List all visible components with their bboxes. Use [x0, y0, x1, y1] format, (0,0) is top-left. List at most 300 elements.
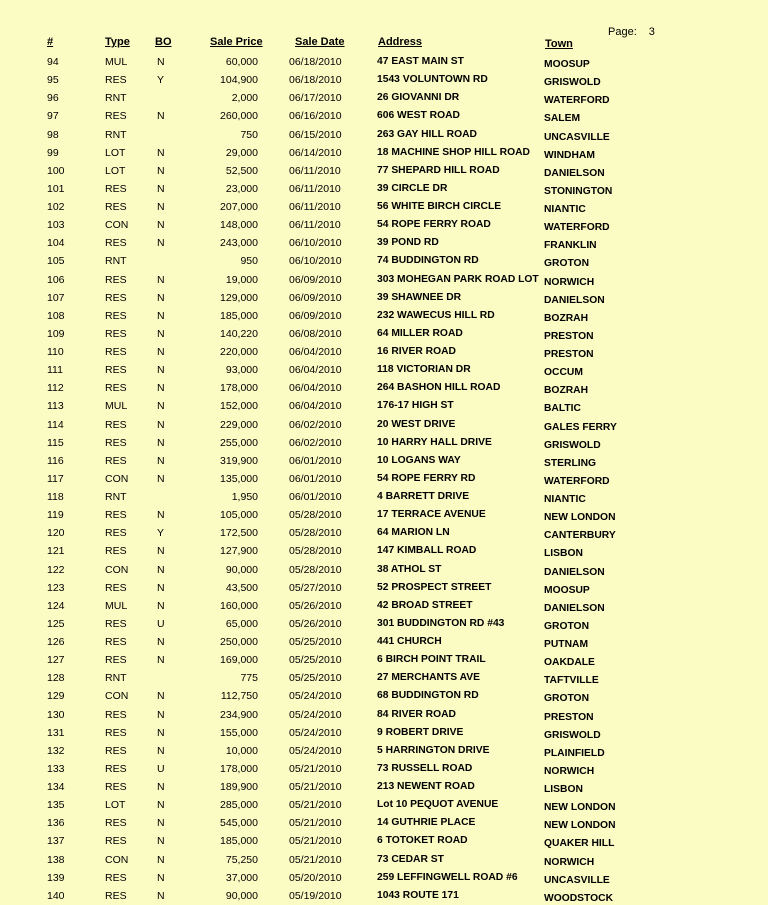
- cell-address: 77 SHEPARD HILL ROAD: [377, 164, 500, 176]
- cell-num: 118: [47, 491, 64, 503]
- cell-sale-price: 178,000: [220, 382, 258, 395]
- cell-bo: N: [157, 237, 165, 250]
- cell-town: PLAINFIELD: [544, 747, 605, 759]
- header-sale-date: Sale Date: [295, 36, 345, 48]
- cell-sale-date: 05/26/2010: [289, 617, 342, 630]
- cell-address: 213 NEWENT ROAD: [377, 781, 475, 792]
- cell-address: 441 CHURCH: [377, 636, 442, 647]
- cell-bo: N: [157, 164, 165, 177]
- cell-sale-date: 05/19/2010: [289, 889, 342, 902]
- table-row: [0, 651, 768, 669]
- cell-sale-date: 06/04/2010: [289, 400, 342, 413]
- table-row: [0, 89, 768, 107]
- cell-num: 100: [47, 164, 65, 177]
- cell-address: 10 LOGANS WAY: [377, 454, 461, 466]
- cell-type: RES: [105, 654, 127, 667]
- table-row: [0, 851, 768, 869]
- cell-sale-date: 05/28/2010: [289, 527, 342, 540]
- header-town: Town: [545, 38, 573, 50]
- cell-address: 16 RIVER ROAD: [377, 346, 456, 357]
- cell-num: 112: [47, 382, 64, 395]
- cell-num: 123: [47, 581, 65, 594]
- table-row: [0, 542, 768, 560]
- cell-bo: N: [157, 599, 165, 612]
- cell-num: 135: [47, 799, 65, 812]
- cell-sale-date: 05/24/2010: [289, 726, 342, 739]
- cell-num: 122: [47, 563, 65, 576]
- cell-type: CON: [105, 853, 129, 866]
- cell-sale-price: 37,000: [225, 871, 258, 884]
- cell-sale-date: 06/15/2010: [289, 128, 342, 141]
- cell-address: 17 TERRACE AVENUE: [377, 509, 486, 521]
- cell-sale-price: 90,000: [225, 563, 258, 576]
- cell-bo: N: [157, 56, 165, 68]
- cell-sale-date: 06/04/2010: [289, 346, 342, 358]
- cell-sale-date: 06/08/2010: [289, 327, 342, 340]
- header-sale-price: Sale Price: [210, 36, 263, 48]
- cell-bo: N: [157, 309, 165, 322]
- cell-type: RNT: [105, 491, 127, 503]
- cell-town: GROTON: [544, 258, 590, 270]
- cell-address: 606 WEST ROAD: [377, 110, 460, 122]
- cell-sale-price: 2,000: [231, 92, 258, 105]
- cell-bo: N: [157, 146, 165, 159]
- cell-bo: U: [157, 762, 165, 775]
- cell-town: BOZRAH: [544, 385, 589, 397]
- cell-type: RES: [105, 581, 127, 594]
- cell-town: UNCASVILLE: [544, 131, 610, 143]
- cell-type: CON: [105, 219, 129, 232]
- cell-town: WATERFORD: [544, 95, 610, 107]
- cell-num: 121: [47, 545, 65, 558]
- cell-sale-date: 05/28/2010: [289, 509, 342, 522]
- cell-bo: N: [157, 201, 165, 213]
- table-row: [0, 524, 768, 542]
- table-row: [0, 126, 768, 144]
- cell-type: LOT: [105, 146, 126, 159]
- cell-type: RNT: [105, 92, 127, 105]
- cell-num: 131: [47, 726, 65, 739]
- cell-address: 176-17 HIGH ST: [377, 400, 454, 412]
- table-row: [0, 633, 768, 651]
- cell-sale-date: 06/14/2010: [289, 146, 342, 159]
- cell-sale-price: 43,500: [225, 581, 258, 594]
- header-type: Type: [105, 36, 130, 48]
- cell-sale-date: 05/21/2010: [289, 817, 342, 830]
- table-row: [0, 144, 768, 162]
- cell-sale-date: 05/21/2010: [289, 781, 342, 793]
- table-row: [0, 832, 768, 850]
- cell-sale-price: 135,000: [220, 472, 258, 485]
- cell-address: 232 WAWECUS HILL RD: [377, 309, 495, 321]
- cell-address: 301 BUDDINGTON RD #43: [377, 617, 505, 629]
- cell-sale-price: 319,900: [220, 454, 258, 467]
- cell-sale-price: 243,000: [220, 237, 258, 250]
- cell-type: RES: [105, 291, 127, 304]
- cell-address: 14 GUTHRIE PLACE: [377, 817, 476, 829]
- cell-address: 38 ATHOL ST: [377, 563, 442, 575]
- cell-sale-date: 05/25/2010: [289, 654, 342, 667]
- cell-bo: N: [157, 454, 165, 467]
- cell-town: NIANTIC: [544, 204, 586, 215]
- cell-num: 98: [47, 128, 59, 141]
- cell-bo: N: [157, 871, 165, 884]
- cell-town: UNCASVILLE: [544, 874, 610, 886]
- table-row: [0, 706, 768, 724]
- cell-bo: N: [157, 219, 165, 232]
- cell-town: PRESTON: [544, 711, 594, 723]
- cell-sale-date: 05/26/2010: [289, 599, 342, 612]
- cell-type: RES: [105, 237, 127, 250]
- table-row: [0, 488, 768, 506]
- cell-sale-date: 06/11/2010: [289, 182, 341, 195]
- cell-town: DANIELSON: [544, 566, 605, 578]
- cell-type: RES: [105, 545, 127, 558]
- cell-num: 140: [47, 889, 65, 902]
- cell-bo: N: [157, 835, 165, 848]
- cell-sale-price: 260,000: [220, 110, 258, 123]
- cell-sale-date: 06/09/2010: [289, 291, 342, 304]
- table-row: [0, 669, 768, 687]
- cell-bo: N: [157, 563, 165, 576]
- cell-num: 108: [47, 309, 65, 322]
- table-row: [0, 71, 768, 89]
- cell-sale-price: 775: [240, 672, 258, 685]
- cell-type: CON: [105, 563, 129, 576]
- cell-town: WATERFORD: [544, 222, 610, 234]
- cell-type: RES: [105, 527, 127, 540]
- cell-type: RES: [105, 871, 127, 884]
- cell-type: RES: [105, 201, 127, 213]
- table-row: [0, 234, 768, 252]
- cell-num: 107: [47, 291, 65, 304]
- cell-bo: N: [157, 708, 165, 721]
- cell-bo: N: [157, 726, 165, 739]
- cell-sale-date: 06/01/2010: [289, 472, 342, 485]
- cell-num: 95: [47, 74, 59, 87]
- cell-town: NEW LONDON: [544, 820, 616, 832]
- header-bo: BO: [155, 36, 172, 48]
- cell-sale-price: 189,900: [220, 781, 258, 793]
- cell-bo: N: [157, 291, 165, 304]
- cell-type: LOT: [105, 164, 126, 177]
- cell-town: GRISWOLD: [544, 77, 601, 89]
- cell-num: 124: [47, 599, 65, 612]
- table-row: [0, 796, 768, 814]
- cell-town: STERLING: [544, 457, 597, 469]
- cell-sale-price: 207,000: [220, 201, 258, 213]
- cell-town: NIANTIC: [544, 494, 586, 505]
- cell-address: 73 RUSSELL ROAD: [377, 762, 473, 774]
- cell-town: PUTNAM: [544, 639, 589, 650]
- table-row: [0, 271, 768, 289]
- cell-num: 115: [47, 436, 64, 449]
- cell-sale-date: 06/09/2010: [289, 309, 342, 322]
- cell-num: 139: [47, 871, 65, 884]
- cell-bo: N: [157, 545, 165, 558]
- cell-sale-price: 75,250: [225, 853, 258, 866]
- cell-bo: N: [157, 690, 165, 703]
- cell-town: GRISWOLD: [544, 729, 601, 741]
- cell-type: CON: [105, 690, 129, 703]
- cell-town: NORWICH: [544, 276, 595, 288]
- cell-num: 119: [47, 509, 64, 522]
- cell-bo: N: [157, 182, 165, 195]
- cell-town: OAKDALE: [544, 657, 595, 669]
- cell-bo: N: [157, 382, 165, 395]
- cell-sale-price: 29,000: [225, 146, 258, 159]
- cell-sale-date: 05/28/2010: [289, 563, 342, 576]
- cell-sale-price: 127,900: [220, 545, 258, 558]
- cell-type: RES: [105, 327, 127, 340]
- table-row: [0, 597, 768, 615]
- cell-town: SALEM: [544, 113, 581, 125]
- cell-sale-price: 160,000: [220, 599, 258, 612]
- cell-address: 9 ROBERT DRIVE: [377, 726, 464, 738]
- cell-address: 56 WHITE BIRCH CIRCLE: [377, 201, 502, 212]
- cell-bo: N: [157, 400, 165, 413]
- cell-town: MOOSUP: [544, 59, 590, 70]
- cell-sale-price: 148,000: [220, 219, 258, 232]
- cell-town: PRESTON: [544, 330, 594, 342]
- cell-town: TAFTVILLE: [544, 675, 599, 687]
- cell-address: 1043 ROUTE 171: [377, 889, 459, 901]
- cell-num: 137: [47, 835, 65, 848]
- cell-num: 138: [47, 853, 65, 866]
- cell-type: RES: [105, 726, 127, 739]
- cell-town: NORWICH: [544, 765, 595, 777]
- cell-address: 54 ROPE FERRY ROAD: [377, 219, 491, 231]
- cell-town: DANIELSON: [544, 602, 605, 614]
- cell-type: MUL: [105, 56, 128, 68]
- cell-sale-price: 105,000: [220, 509, 258, 522]
- cell-address: 47 EAST MAIN ST: [377, 56, 464, 67]
- cell-sale-date: 06/17/2010: [289, 92, 342, 105]
- cell-town: OCCUM: [544, 367, 583, 379]
- cell-sale-price: 172,500: [220, 527, 258, 540]
- cell-address: 18 MACHINE SHOP HILL ROAD: [377, 146, 530, 158]
- cell-sale-date: 06/10/2010: [289, 237, 342, 250]
- table-row: [0, 162, 768, 180]
- header-num: #: [47, 36, 54, 48]
- cell-address: 147 KIMBALL ROAD: [377, 545, 477, 557]
- cell-num: 105: [47, 255, 65, 268]
- cell-type: RES: [105, 436, 127, 449]
- cell-town: GRISWOLD: [544, 439, 601, 451]
- cell-sale-price: 169,000: [220, 654, 258, 667]
- cell-sale-date: 05/24/2010: [289, 690, 342, 703]
- cell-num: 96: [47, 92, 59, 105]
- cell-type: CON: [105, 472, 129, 485]
- cell-town: BOZRAH: [544, 312, 589, 324]
- cell-sale-price: 152,000: [220, 400, 258, 413]
- cell-bo: N: [157, 346, 165, 358]
- cell-sale-date: 06/01/2010: [289, 491, 342, 503]
- cell-sale-price: 234,900: [220, 708, 258, 721]
- cell-num: 94: [47, 56, 59, 68]
- cell-address: 6 BIRCH POINT TRAIL: [377, 654, 486, 666]
- cell-address: 26 GIOVANNI DR: [377, 92, 460, 104]
- cell-town: FRANKLIN: [544, 240, 597, 252]
- cell-address: 42 BROAD STREET: [377, 599, 473, 611]
- cell-type: RES: [105, 454, 127, 467]
- cell-sale-price: 65,000: [225, 617, 258, 630]
- cell-bo: Y: [157, 74, 165, 87]
- cell-sale-date: 06/11/2010: [289, 164, 341, 177]
- table-row: [0, 252, 768, 270]
- cell-town: DANIELSON: [544, 167, 605, 179]
- cell-sale-date: 05/21/2010: [289, 799, 342, 812]
- cell-town: GROTON: [544, 693, 590, 705]
- cell-bo: N: [157, 418, 165, 431]
- cell-town: WINDHAM: [544, 149, 595, 161]
- cell-address: 263 GAY HILL ROAD: [377, 128, 477, 140]
- cell-address: Lot 10 PEQUOT AVENUE: [377, 799, 499, 811]
- cell-bo: Y: [157, 527, 165, 540]
- cell-sale-date: 05/25/2010: [289, 672, 342, 685]
- table-row: [0, 216, 768, 234]
- cell-address: 39 SHAWNEE DR: [377, 291, 462, 303]
- cell-town: GROTON: [544, 620, 590, 632]
- cell-sale-date: 05/21/2010: [289, 853, 342, 866]
- cell-town: NEW LONDON: [544, 512, 616, 524]
- cell-num: 111: [47, 364, 63, 377]
- table-header: [0, 36, 768, 54]
- cell-sale-price: 185,000: [220, 835, 258, 848]
- cell-num: 134: [47, 781, 65, 793]
- cell-address: 20 WEST DRIVE: [377, 418, 456, 430]
- cell-address: 68 BUDDINGTON RD: [377, 690, 479, 702]
- cell-num: 101: [47, 182, 65, 195]
- cell-town: LISBON: [544, 548, 583, 560]
- cell-bo: N: [157, 581, 165, 594]
- cell-bo: N: [157, 817, 165, 830]
- page-label: Page:: [608, 26, 637, 38]
- cell-bo: U: [157, 617, 165, 630]
- cell-sale-date: 06/16/2010: [289, 110, 342, 123]
- cell-bo: N: [157, 744, 165, 757]
- table-row: [0, 561, 768, 579]
- cell-type: RNT: [105, 255, 127, 268]
- cell-address: 52 PROSPECT STREET: [377, 581, 492, 593]
- cell-sale-date: 06/09/2010: [289, 273, 342, 286]
- cell-town: PRESTON: [544, 349, 594, 360]
- table-row: [0, 416, 768, 434]
- cell-type: RES: [105, 309, 127, 322]
- cell-type: RES: [105, 110, 127, 123]
- cell-town: NEW LONDON: [544, 802, 616, 814]
- cell-sale-price: 93,000: [225, 364, 258, 377]
- cell-bo: N: [157, 654, 165, 667]
- cell-type: RES: [105, 636, 127, 648]
- table-row: [0, 53, 768, 71]
- cell-type: RES: [105, 418, 127, 431]
- cell-num: 125: [47, 617, 65, 630]
- cell-bo: N: [157, 509, 165, 522]
- cell-type: RES: [105, 781, 127, 793]
- cell-bo: N: [157, 889, 165, 902]
- table-row: [0, 361, 768, 379]
- cell-town: NORWICH: [544, 856, 595, 868]
- cell-type: RES: [105, 889, 127, 902]
- cell-sale-date: 06/02/2010: [289, 436, 342, 449]
- cell-num: 126: [47, 636, 65, 648]
- table-row: [0, 180, 768, 198]
- cell-sale-price: 52,500: [225, 164, 258, 177]
- cell-sale-date: 05/20/2010: [289, 871, 342, 884]
- cell-sale-price: 10,000: [225, 744, 258, 757]
- cell-bo: N: [157, 273, 165, 286]
- table-row: [0, 307, 768, 325]
- table-row: [0, 887, 768, 905]
- cell-type: RES: [105, 273, 127, 286]
- cell-address: 64 MARION LN: [377, 527, 450, 539]
- cell-num: 103: [47, 219, 65, 232]
- cell-sale-date: 05/28/2010: [289, 545, 342, 558]
- cell-sale-price: 255,000: [220, 436, 258, 449]
- cell-address: 64 MILLER ROAD: [377, 327, 463, 339]
- cell-address: 5 HARRINGTON DRIVE: [377, 744, 490, 756]
- cell-type: RES: [105, 617, 127, 630]
- cell-sale-date: 05/25/2010: [289, 636, 342, 648]
- cell-type: RES: [105, 835, 127, 848]
- cell-type: RNT: [105, 672, 127, 685]
- table-row: [0, 343, 768, 361]
- cell-num: 110: [47, 346, 64, 358]
- cell-num: 128: [47, 672, 65, 685]
- table-row: [0, 452, 768, 470]
- cell-bo: N: [157, 436, 165, 449]
- table-row: [0, 760, 768, 778]
- cell-sale-price: 285,000: [220, 799, 258, 812]
- cell-town: MOOSUP: [544, 584, 590, 596]
- cell-address: 54 ROPE FERRY RD: [377, 472, 476, 484]
- cell-sale-price: 185,000: [220, 309, 258, 322]
- cell-sale-price: 750: [240, 128, 258, 141]
- cell-sale-date: 06/02/2010: [289, 418, 342, 431]
- cell-sale-date: 06/18/2010: [289, 74, 342, 87]
- cell-sale-date: 05/21/2010: [289, 762, 342, 775]
- cell-sale-date: 06/04/2010: [289, 364, 342, 377]
- cell-sale-price: 104,900: [220, 74, 258, 87]
- table-row: [0, 687, 768, 705]
- cell-sale-price: 112,750: [220, 690, 258, 703]
- cell-num: 97: [47, 110, 59, 123]
- cell-sale-price: 23,000: [225, 182, 258, 195]
- page-number-value: 3: [648, 26, 655, 38]
- cell-sale-date: 05/24/2010: [289, 708, 342, 721]
- cell-num: 129: [47, 690, 65, 703]
- cell-sale-date: 06/04/2010: [289, 382, 342, 395]
- table-row: [0, 506, 768, 524]
- table-row: [0, 778, 768, 796]
- cell-num: 116: [47, 454, 64, 467]
- cell-address: 264 BASHON HILL ROAD: [377, 382, 501, 394]
- cell-type: RES: [105, 708, 127, 721]
- cell-sale-date: 06/18/2010: [289, 56, 342, 68]
- cell-type: RES: [105, 744, 127, 757]
- cell-sale-date: 05/27/2010: [289, 581, 342, 594]
- cell-sale-price: 129,000: [220, 291, 258, 304]
- cell-address: 73 CEDAR ST: [377, 853, 444, 865]
- cell-address: 6 TOTOKET ROAD: [377, 835, 468, 847]
- cell-num: 104: [47, 237, 65, 250]
- table-row: [0, 814, 768, 832]
- cell-num: 109: [47, 327, 65, 340]
- cell-sale-price: 90,000: [225, 889, 258, 902]
- cell-bo: N: [157, 781, 165, 793]
- table-row: [0, 325, 768, 343]
